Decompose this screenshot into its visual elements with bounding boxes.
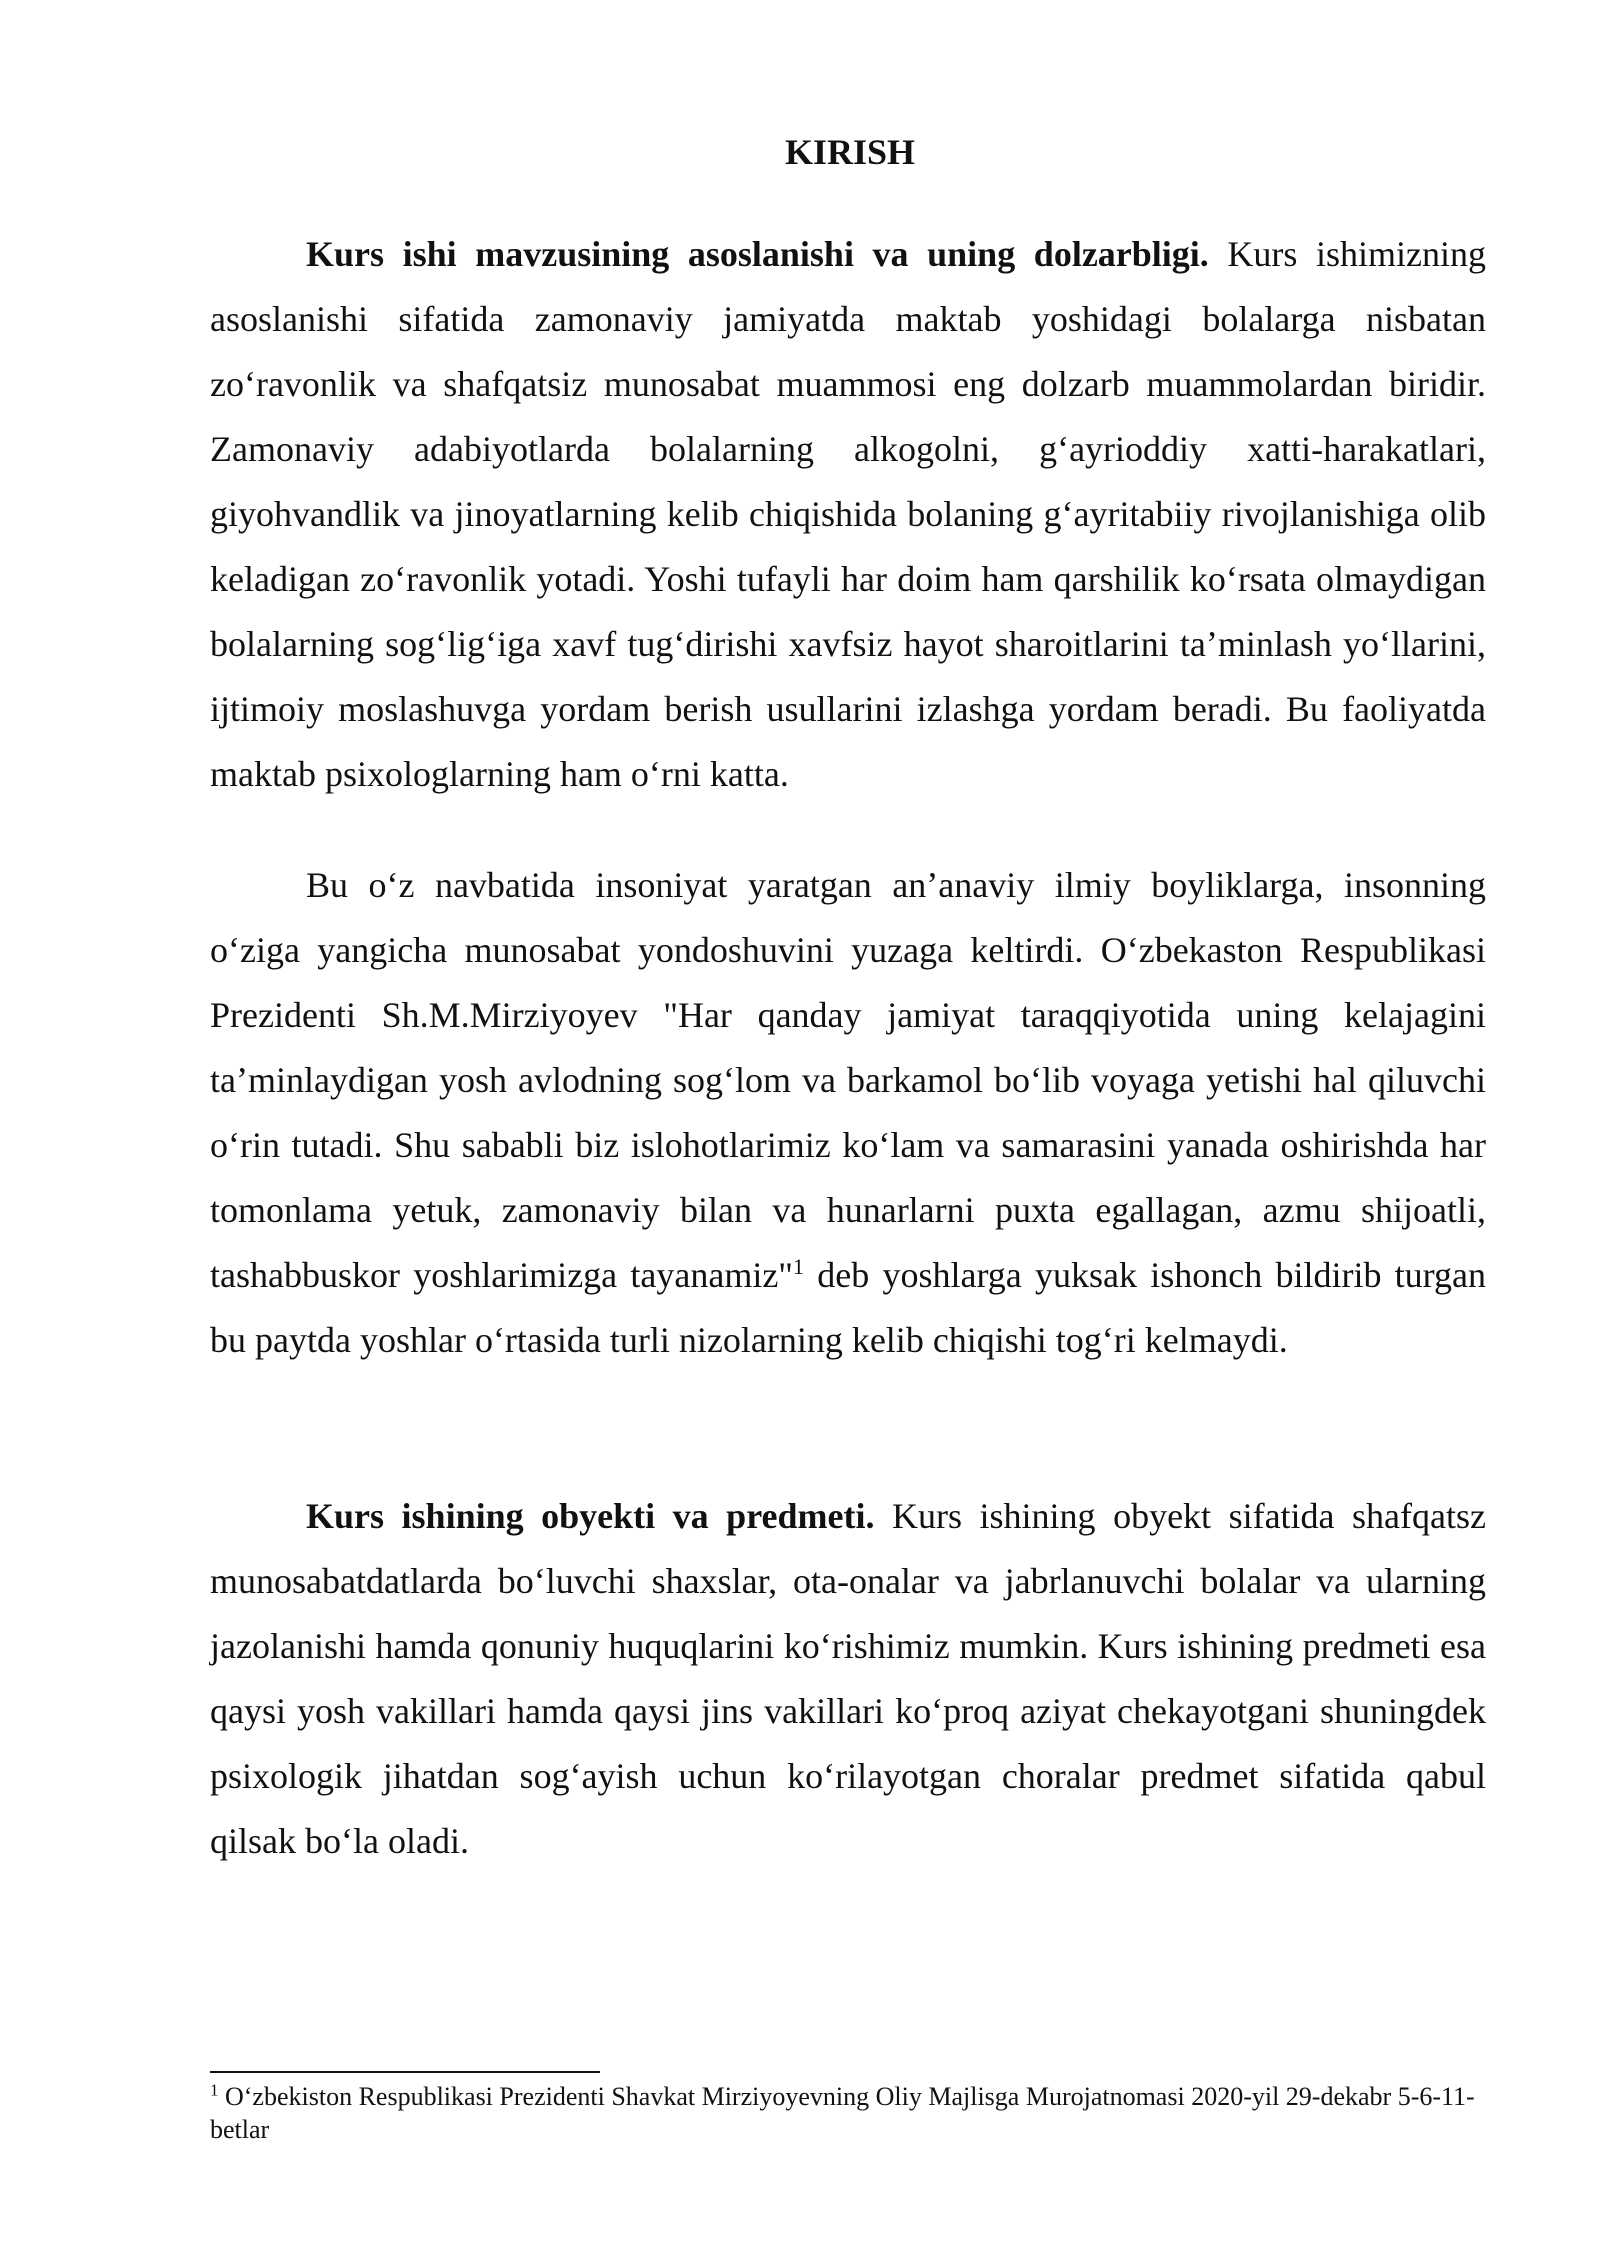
- page-title: KIRISH: [784, 132, 916, 172]
- paragraph-body: Kurs ishimizning asoslanishi sifatida zamonaviy jamiyatda maktab yoshidagi bolalarga nisbatan zoʻravonlik va shafqatsiz munosabat muammosi eng dolzarb muammolardan biridir. Zamonaviy adabiyotlarda bolalarning alkogolni, gʻayrioddiy xatti-harakatlari, giyohvandlik va jinoyatlarning kelib chiqishida bolaning gʻayritabiiy rivojlanishiga olib keladigan zoʻravonlik yotadi. Yoshi tufayli har doim ham qarshilik koʻrsata olmaydigan bolalarning sogʻligʻiga xavf tugʻdirishi xavfsiz hayot sharoitlarini taʼminlash yoʻllarini, ijtimoiy moslashuvga yordam berish usullarini izlashga yordam beradi. Bu faoliyatda maktab psixologlarning ham oʻrni katta.: [210, 234, 1486, 794]
- paragraph-object-subject: [210, 1484, 1486, 1874]
- paragraph-text: [210, 853, 1486, 1373]
- paragraph-relevance: [210, 222, 1486, 807]
- paragraph-body: Kurs ishining obyekt sifatida shafqatsz munosabatdatlarda boʻluvchi shaxslar, ota-onalar va jabrlanuvchi bolalar va ularning jazolanishi hamda qonuniy huquqlarini koʻrishimiz mumkin. Kurs ishining predmeti esa qaysi yosh vakillari hamda qaysi jins vakillari koʻproq aziyat chekayotgani shuningdek psixologik jihatdan sogʻayish uchun koʻrilayotgan choralar predmet sifatida qabul qilsak boʻla oladi.: [210, 1496, 1486, 1861]
- footnote-number: 1: [210, 2080, 219, 2100]
- paragraph-body-before-ref: Bu oʻz navbatida insoniyat yaratgan anʼanaviy ilmiy boyliklarga, insonning oʻziga yangicha munosabat yondoshuvini yuzaga keltirdi. Oʻzbekaston Respublikasi Prezidenti Sh.M.Mirziyoyev "Har qanday jamiyat taraqqiyotida uning kelajagini taʼminlaydigan yosh avlodning sogʻlom va barkamol boʻlib voyaga yetishi hal qiluvchi oʻrin tutadi. Shu sababli biz islohotlarimiz koʻlam va samarasini yanada oshirishda har tomonlama yetuk, zamonaviy bilan va hunarlarni puxta egallagan, azmu shijoatli, tashabbuskor yoshlarimizga tayanamiz": [210, 865, 1486, 1295]
- paragraph-text: [210, 222, 1486, 807]
- paragraph-body-after-ref: deb yoshlarga yuksak ishonch bildirib turgan bu paytda yoshlar oʻrtasida turli nizolarning kelib chiqishi togʻri kelmaydi.: [210, 1255, 1486, 1360]
- paragraph-lead: Kurs ishi mavzusining asoslanishi va uning dolzarbligi.: [306, 234, 1209, 274]
- footnote-separator: [210, 2071, 600, 2073]
- footnote: [210, 2080, 1486, 2146]
- paragraph-lead: Kurs ishining obyekti va predmeti.: [306, 1496, 875, 1536]
- footnote-text: Oʻzbekiston Respublikasi Prezidenti Shavkat Mirziyoyevning Oliy Majlisga Murojatnomasi 2020-yil 29-dekabr 5-6-11-betlar: [210, 2082, 1475, 2144]
- footnote-reference: 1: [793, 1254, 804, 1279]
- paragraph-quote: [210, 853, 1486, 1373]
- paragraph-text: [210, 1484, 1486, 1874]
